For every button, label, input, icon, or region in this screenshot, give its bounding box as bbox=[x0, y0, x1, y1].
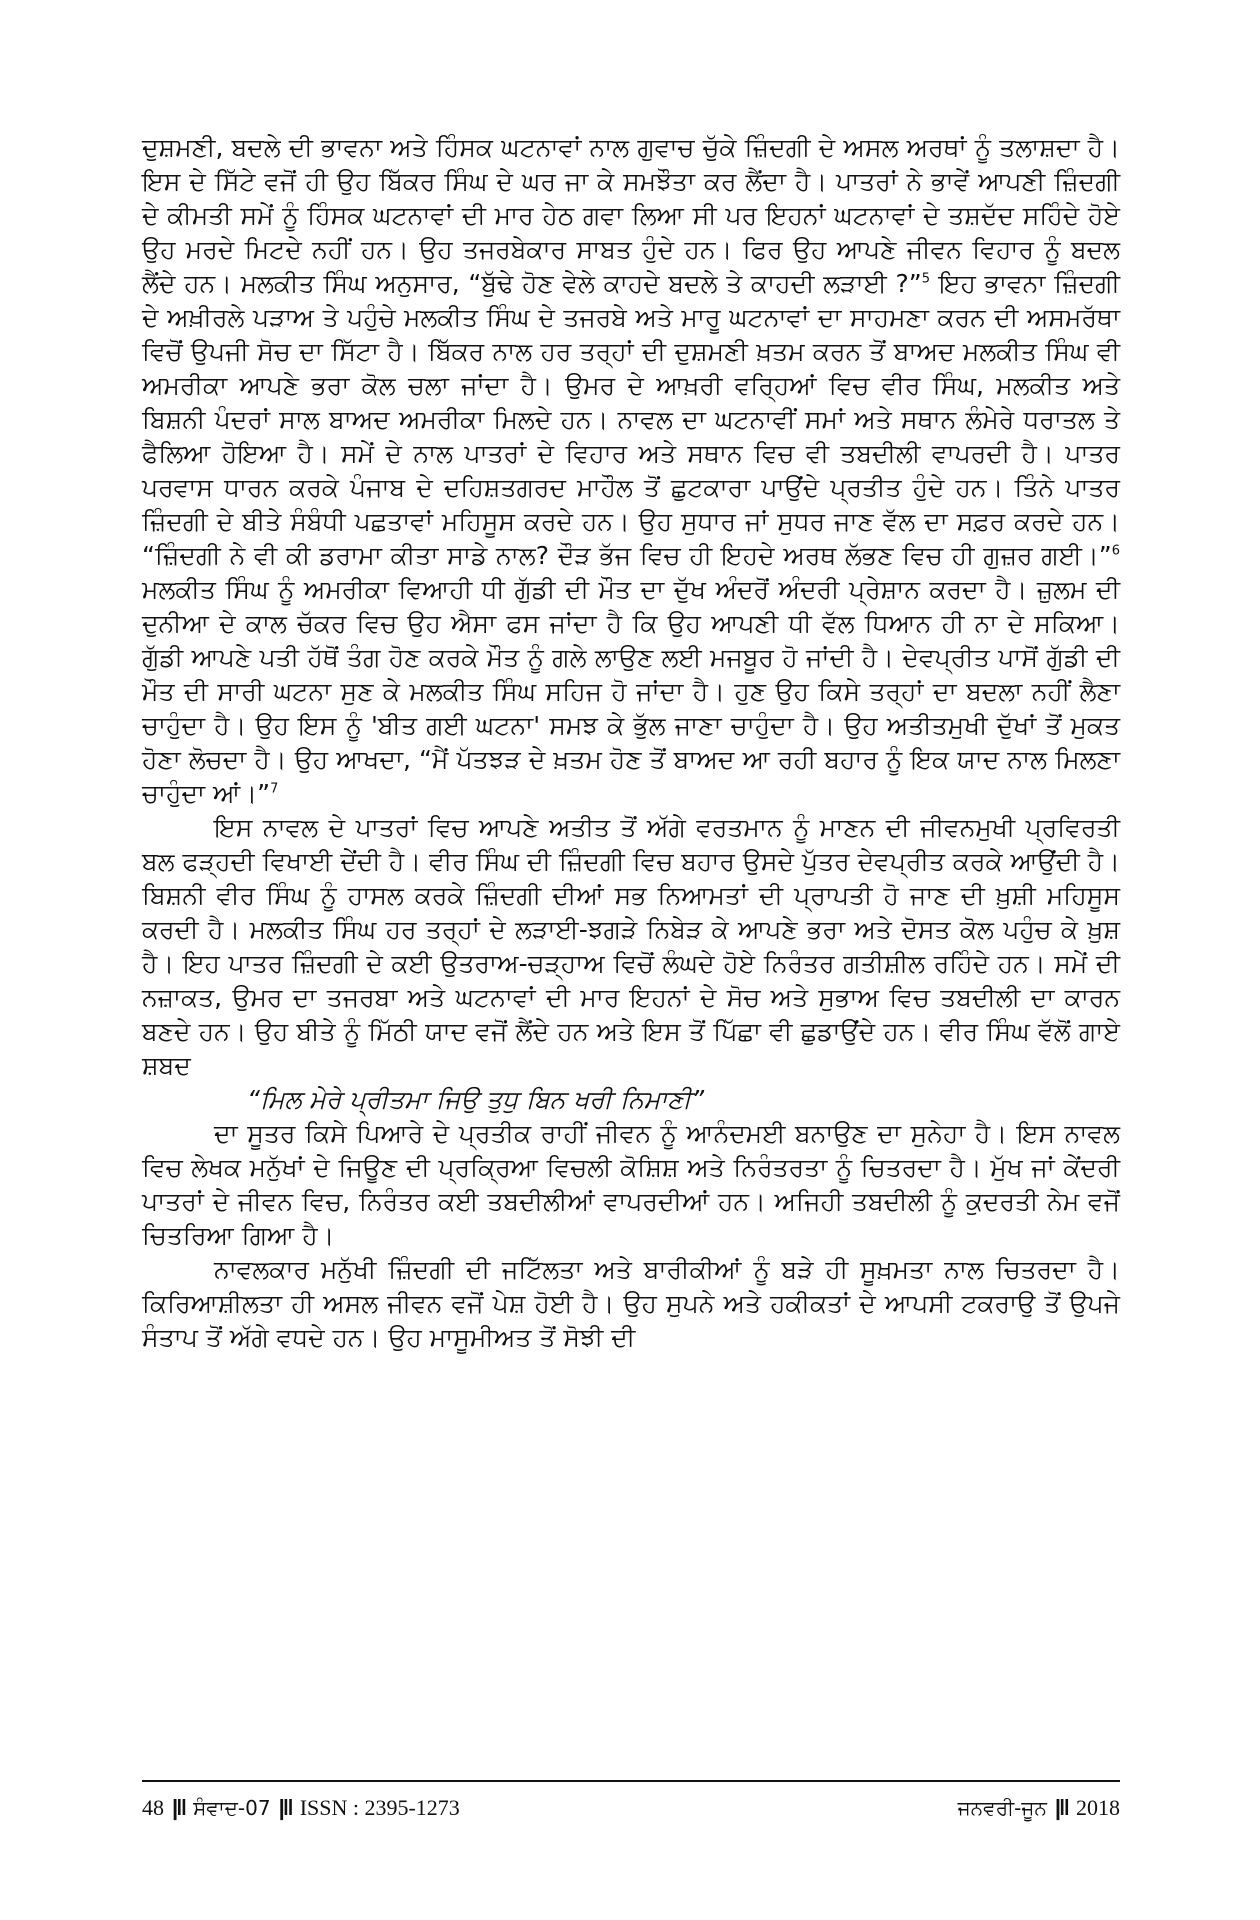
footer-separator: |‖ bbox=[172, 1795, 186, 1820]
footer-separator: |‖ bbox=[1054, 1795, 1068, 1820]
issn: ISSN : 2395-1273 bbox=[299, 1795, 460, 1820]
hymn-quote: “ਮਿਲ ਮੇਰੇ ਪ੍ਰੀਤਮਾ ਜਿਉ ਤੁਧੁ ਬਿਨ ਖਰੀ ਨਿਮਾਣੀ” bbox=[247, 1085, 705, 1114]
footnote-ref-7: 7 bbox=[270, 781, 279, 797]
footer-rule bbox=[142, 1780, 1120, 1782]
issue-year: 2018 bbox=[1076, 1795, 1120, 1820]
paragraph-1 bbox=[142, 131, 1120, 811]
page-number: 48 bbox=[142, 1795, 164, 1820]
paragraph-1-part-a: ਦੁਸ਼ਮਣੀ, ਬਦਲੇ ਦੀ ਭਾਵਨਾ ਅਤੇ ਹਿੰਸਕ ਘਟਨਾਵਾਂ ਨਾਲ ਗੁਵਾਚ ਚੁੱਕੇ ਜ਼ਿੰਦਗੀ ਦੇ ਅਸਲ ਅਰਥਾਂ ਨੂੰ ਤਲਾਸ਼ਦਾ ਹੈ। ਇਸ ਦੇ ਸਿੱਟੇ ਵਜੋਂ ਹੀ ਉਹ ਬਿੱਕਰ ਸਿੰਘ ਦੇ ਘਰ ਜਾ ਕੇ ਸਮਝੌਤਾ ਕਰ ਲੈਂਦਾ ਹੈ। ਪਾਤਰਾਂ ਨੇ ਭਾਵੇਂ ਆਪਣੀ ਜ਼ਿੰਦਗੀ ਦੇ ਕੀਮਤੀ ਸਮੇਂ ਨੂੰ ਹਿੰਸਕ ਘਟਨਾਵਾਂ ਦੀ ਮਾਰ ਹੇਠ ਗਵਾ ਲਿਆ ਸੀ ਪਰ ਇਹਨਾਂ ਘਟਨਾਵਾਂ ਦੇ ਤਸ਼ਦੱਦ ਸਹਿੰਦੇ ਹੋਏ ਉਹ ਮਰਦੇ ਮਿਟਦੇ ਨਹੀਂ ਹਨ। ਉਹ ਤਜਰਬੇਕਾਰ ਸਾਬਤ ਹੁੰਦੇ ਹਨ। ਫਿਰ ਉਹ ਆਪਣੇ ਜੀਵਨ ਵਿਹਾਰ ਨੂੰ ਬਦਲ ਲੈਂਦੇ ਹਨ। ਮਲਕੀਤ ਸਿੰਘ ਅਨੁਸਾਰ, “ਬੁੱਢੇ ਹੋਣ ਵੇਲੇ ਕਾਹਦੇ ਬਦਲੇ ਤੇ ਕਾਹਦੀ ਲੜਾਈ ?” bbox=[142, 133, 1120, 298]
footnote-ref-5: 5 bbox=[921, 271, 931, 287]
paragraph-1-part-b: ਇਹ ਭਾਵਨਾ ਜ਼ਿੰਦਗੀ ਦੇ ਅਖ਼ੀਰਲੇ ਪੜਾਅ ਤੇ ਪਹੁੰਚੇ ਮਲਕੀਤ ਸਿੰਘ ਦੇ ਤਜਰਬੇ ਅਤੇ ਮਾਰੂ ਘਟਨਾਵਾਂ ਦਾ ਸਾਹਮਣਾ ਕਰਨ ਦੀ ਅਸਮਰੱਥਾ ਵਿਚੋਂ ਉਪਜੀ ਸੋਚ ਦਾ ਸਿੱਟਾ ਹੈ। ਬਿੱਕਰ ਨਾਲ ਹਰ ਤਰ੍ਹਾਂ ਦੀ ਦੁਸ਼ਮਣੀ ਖ਼ਤਮ ਕਰਨ ਤੋਂ ਬਾਅਦ ਮਲਕੀਤ ਸਿੰਘ ਵੀ ਅਮਰੀਕਾ ਆਪਣੇ ਭਰਾ ਕੋਲ ਚਲਾ ਜਾਂਦਾ ਹੈ। ਉਮਰ ਦੇ ਆਖ਼ਰੀ ਵਰ੍ਹਿਆਂ ਵਿਚ ਵੀਰ ਸਿੰਘ, ਮਲਕੀਤ ਅਤੇ ਬਿਸ਼ਨੀ ਪੰਦਰਾਂ ਸਾਲ ਬਾਅਦ ਅਮਰੀਕਾ ਮਿਲਦੇ ਹਨ। ਨਾਵਲ ਦਾ ਘਟਨਾਵੀਂ ਸਮਾਂ ਅਤੇ ਸਥਾਨ ਲੰਮੇਰੇ ਧਰਾਤਲ ਤੇ ਫੈਲਿਆ ਹੋਇਆ ਹੈ। ਸਮੇਂ ਦੇ ਨਾਲ ਪਾਤਰਾਂ ਦੇ ਵਿਹਾਰ ਅਤੇ ਸਥਾਨ ਵਿਚ ਵੀ ਤਬਦੀਲੀ ਵਾਪਰਦੀ ਹੈ। ਪਾਤਰ ਪਰਵਾਸ ਧਾਰਨ ਕਰਕੇ ਪੰਜਾਬ ਦੇ ਦਹਿਸ਼ਤਗਰਦ ਮਾਹੌਲ ਤੋਂ ਛੁਟਕਾਰਾ ਪਾਉਂਦੇ ਪ੍ਰਤੀਤ ਹੁੰਦੇ ਹਨ। ਤਿੰਨੇ ਪਾਤਰ ਜ਼ਿੰਦਗੀ ਦੇ ਬੀਤੇ ਸੰਬੰਧੀ ਪਛਤਾਵਾਂ ਮਹਿਸੂਸ ਕਰਦੇ ਹਨ। ਉਹ ਸੁਧਾਰ ਜਾਂ ਸੁਧਰ ਜਾਣ ਵੱਲ ਦਾ ਸਫ਼ਰ ਕਰਦੇ ਹਨ। “ਜ਼ਿੰਦਗੀ ਨੇ ਵੀ ਕੀ ਡਰਾਮਾ ਕੀਤਾ ਸਾਡੇ ਨਾਲ? ਦੌੜ ਭੱਜ ਵਿਚ ਹੀ ਇਹਦੇ ਅਰਥ ਲੱਭਣ ਵਿਚ ਹੀ ਗੁਜ਼ਰ ਗਈ।” bbox=[142, 269, 1120, 570]
paragraph-1-part-c: ਮਲਕੀਤ ਸਿੰਘ ਨੂੰ ਅਮਰੀਕਾ ਵਿਆਹੀ ਧੀ ਗੁੱਡੀ ਦੀ ਮੌਤ ਦਾ ਦੁੱਖ ਅੰਦਰੋਂ ਅੰਦਰੀ ਪ੍ਰੇਸ਼ਾਨ ਕਰਦਾ ਹੈ। ਜ਼ੁਲਮ ਦੀ ਦੁਨੀਆ ਦੇ ਕਾਲ ਚੱਕਰ ਵਿਚ ਉਹ ਐਸਾ ਫਸ ਜਾਂਦਾ ਹੈ ਕਿ ਉਹ ਆਪਣੀ ਧੀ ਵੱਲ ਧਿਆਨ ਹੀ ਨਾ ਦੇ ਸਕਿਆ। ਗੁੱਡੀ ਆਪਣੇ ਪਤੀ ਹੱਥੋਂ ਤੰਗ ਹੋਣ ਕਰਕੇ ਮੌਤ ਨੂੰ ਗਲੇ ਲਾਉਣ ਲਈ ਮਜਬੂਰ ਹੋ ਜਾਂਦੀ ਹੈ। ਦੇਵਪ੍ਰੀਤ ਪਾਸੋਂ ਗੁੱਡੀ ਦੀ ਮੌਤ ਦੀ ਸਾਰੀ ਘਟਨਾ ਸੁਣ ਕੇ ਮਲਕੀਤ ਸਿੰਘ ਸਹਿਜ ਹੋ ਜਾਂਦਾ ਹੈ। ਹੁਣ ਉਹ ਕਿਸੇ ਤਰ੍ਹਾਂ ਦਾ ਬਦਲਾ ਨਹੀਂ ਲੈਣਾ ਚਾਹੁੰਦਾ ਹੈ। ਉਹ ਇਸ ਨੂੰ 'ਬੀਤ ਗਈ ਘਟਨਾ' ਸਮਝ ਕੇ ਭੁੱਲ ਜਾਣਾ ਚਾਹੁੰਦਾ ਹੈ। ਉਹ ਅਤੀਤਮੁਖੀ ਦੁੱਖਾਂ ਤੋਂ ਮੁਕਤ ਹੋਣਾ ਲੋਚਦਾ ਹੈ। ਉਹ ਆਖਦਾ, “ਮੈਂ ਪੱਤਝੜ ਦੇ ਖ਼ਤਮ ਹੋਣ ਤੋਂ ਬਾਅਦ ਆ ਰਹੀ ਬਹਾਰ ਨੂੰ ਇਕ ਯਾਦ ਨਾਲ ਮਿਲਣਾ ਚਾਹੁੰਦਾ ਆਂ।” bbox=[142, 575, 1120, 808]
page-footer bbox=[142, 1790, 1120, 1826]
footer-right bbox=[958, 1795, 1120, 1821]
paragraph-3: ਦਾ ਸੂਤਰ ਕਿਸੇ ਪਿਆਰੇ ਦੇ ਪ੍ਰਤੀਕ ਰਾਹੀਂ ਜੀਵਨ ਨੂੰ ਆਨੰਦਮਈ ਬਨਾਉਣ ਦਾ ਸੁਨੇਹਾ ਹੈ। ਇਸ ਨਾਵਲ ਵਿਚ ਲੇਖਕ ਮਨੁੱਖਾਂ ਦੇ ਜਿਊਣ ਦੀ ਪ੍ਰਕ੍ਰਿਆ ਵਿਚਲੀ ਕੋਸ਼ਿਸ਼ ਅਤੇ ਨਿਰੰਤਰਤਾ ਨੂੰ ਚਿਤਰਦਾ ਹੈ। ਮੁੱਖ ਜਾਂ ਕੇਂਦਰੀ ਪਾਤਰਾਂ ਦੇ ਜੀਵਨ ਵਿਚ, ਨਿਰੰਤਰ ਕਈ ਤਬਦੀਲੀਆਂ ਵਾਪਰਦੀਆਂ ਹਨ। ਅਜਿਹੀ ਤਬਦੀਲੀ ਨੂੰ ਕੁਦਰਤੀ ਨੇਮ ਵਜੋਂ ਚਿਤਰਿਆ ਗਿਆ ਹੈ। bbox=[142, 1119, 1120, 1250]
footnote-ref-6: 6 bbox=[1111, 543, 1120, 559]
paragraph-2: ਇਸ ਨਾਵਲ ਦੇ ਪਾਤਰਾਂ ਵਿਚ ਆਪਣੇ ਅਤੀਤ ਤੋਂ ਅੱਗੇ ਵਰਤਮਾਨ ਨੂੰ ਮਾਣਨ ਦੀ ਜੀਵਨਮੁਖੀ ਪ੍ਰਵਿਰਤੀ ਬਲ ਫੜ੍ਹਦੀ ਵਿਖਾਈ ਦੇਂਦੀ ਹੈ। ਵੀਰ ਸਿੰਘ ਦੀ ਜ਼ਿੰਦਗੀ ਵਿਚ ਬਹਾਰ ਉਸਦੇ ਪੁੱਤਰ ਦੇਵਪ੍ਰੀਤ ਕਰਕੇ ਆਉਂਦੀ ਹੈ। ਬਿਸ਼ਨੀ ਵੀਰ ਸਿੰਘ ਨੂੰ ਹਾਸਲ ਕਰਕੇ ਜ਼ਿੰਦਗੀ ਦੀਆਂ ਸਭ ਨਿਆਮਤਾਂ ਦੀ ਪ੍ਰਾਪਤੀ ਹੋ ਜਾਣ ਦੀ ਖ਼ੁਸ਼ੀ ਮਹਿਸੂਸ ਕਰਦੀ ਹੈ। ਮਲਕੀਤ ਸਿੰਘ ਹਰ ਤਰ੍ਹਾਂ ਦੇ ਲੜਾਈ-ਝਗੜੇ ਨਿਬੇੜ ਕੇ ਆਪਣੇ ਭਰਾ ਅਤੇ ਦੋਸਤ ਕੋਲ ਪਹੁੰਚ ਕੇ ਖ਼ੁਸ਼ ਹੈ। ਇਹ ਪਾਤਰ ਜ਼ਿੰਦਗੀ ਦੇ ਕਈ ਉਤਰਾਅ-ਚੜ੍ਹਾਅ ਵਿਚੋਂ ਲੰਘਦੇ ਹੋਏ ਨਿਰੰਤਰ ਗਤੀਸ਼ੀਲ ਰਹਿੰਦੇ ਹਨ। ਸਮੇਂ ਦੀ ਨਜ਼ਾਕਤ, ਉਮਰ ਦਾ ਤਜਰਬਾ ਅਤੇ ਘਟਨਾਵਾਂ ਦੀ ਮਾਰ ਇਹਨਾਂ ਦੇ ਸੋਚ ਅਤੇ ਸੁਭਾਅ ਵਿਚ ਤਬਦੀਲੀ ਦਾ ਕਾਰਨ ਬਣਦੇ ਹਨ। ਉਹ ਬੀਤੇ ਨੂੰ ਮਿੱਠੀ ਯਾਦ ਵਜੋਂ ਲੈਂਦੇ ਹਨ ਅਤੇ ਇਸ ਤੋਂ ਪਿੱਛਾ ਵੀ ਛੁਡਾਉਂਦੇ ਹਨ। ਵੀਰ ਸਿੰਘ ਵੱਲੋਂ ਗਾਏ ਸ਼ਬਦ bbox=[142, 813, 1120, 1080]
paragraph-4: ਨਾਵਲਕਾਰ ਮਨੁੱਖੀ ਜ਼ਿੰਦਗੀ ਦੀ ਜਟਿੱਲਤਾ ਅਤੇ ਬਾਰੀਕੀਆਂ ਨੂੰ ਬੜੇ ਹੀ ਸੂਖ਼ਮਤਾ ਨਾਲ ਚਿਤਰਦਾ ਹੈ। ਕਿਰਿਆਸ਼ੀਲਤਾ ਹੀ ਅਸਲ ਜੀਵਨ ਵਜੋਂ ਪੇਸ਼ ਹੋਈ ਹੈ। ਉਹ ਸੁਪਨੇ ਅਤੇ ਹਕੀਕਤਾਂ ਦੇ ਆਪਸੀ ਟਕਰਾਉ ਤੋਂ ਉਪਜੇ ਸੰਤਾਪ ਤੋਂ ਅੱਗੇ ਵਧਦੇ ਹਨ। ਉਹ ਮਾਸੂਮੀਅਤ ਤੋਂ ਸੋਝੀ ਦੀ bbox=[142, 1255, 1120, 1352]
article-body bbox=[142, 131, 1120, 1355]
footer-separator: |‖ bbox=[278, 1795, 292, 1820]
journal-name: ਸੰਵਾਦ-07 bbox=[193, 1796, 271, 1820]
issue-period: ਜਨਵਰੀ-ਜੂਨ bbox=[957, 1796, 1047, 1820]
footer-left bbox=[142, 1795, 460, 1821]
